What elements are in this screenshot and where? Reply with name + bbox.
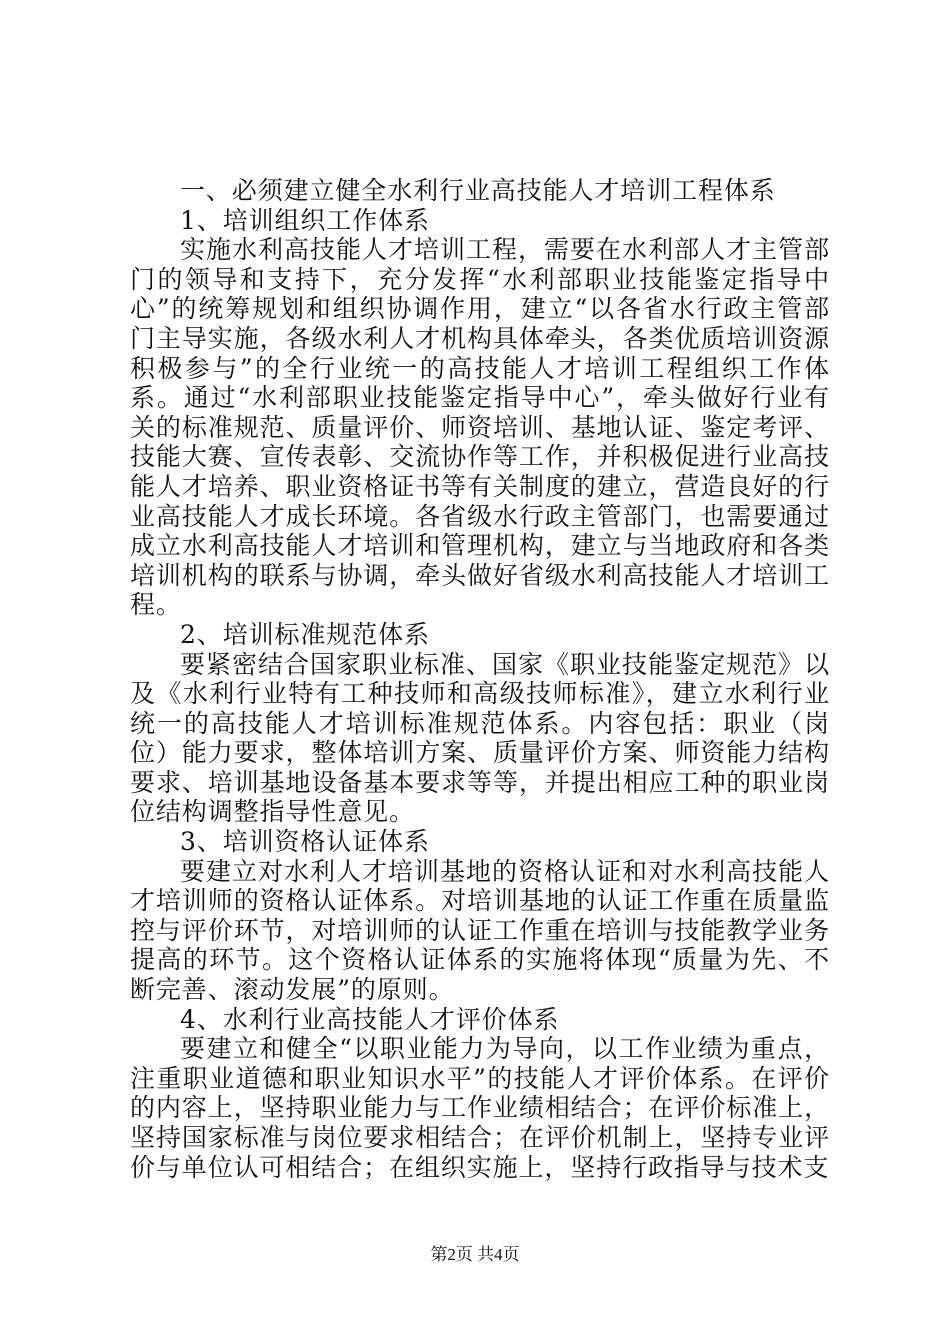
body-paragraph: 要紧密结合国家职业标准、国家《职业技能鉴定规范》以及《水利行业特有工种技师和高级技师标准》，建立水利行业统一的高技能人才培训标准规范体系。内容包括：职业（岗位）能力要求，整体培训方案、质量评价方案、师资能力结构要求、培训基地设备基本要求等等，并提出相应工种的职业岗位结构调整指导性意见。: [130, 649, 830, 827]
body-paragraph: 实施水利高技能人才培训工程，需要在水利部人才主管部门的领导和支持下，充分发挥“水利部职业技能鉴定指导中心”的统筹规划和组织协调作用，建立“以各省水行政主管部门主导实施，各级水利人才机构具体牵头，各类优质培训资源积极参与”的全行业统一的高技能人才培训工程组织工作体系。通过“水利部职业技能鉴定指导中心”，牵头做好行业有关的标准规范、质量评价、师资培训、基地认证、鉴定考评、技能大赛、宣传表彰、交流协作等工作，并积极促进行业高技能人才培养、职业资格证书等有关制度的建立，营造良好的行业高技能人才成长环境。各省级水行政主管部门，也需要通过成立水利高技能人才培训和管理机构，建立与当地政府和各类培训机构的联系与协调，牵头做好省级水利高技能人才培训工程。: [130, 235, 830, 620]
subsection-heading: 4、水利行业高技能人才评价体系: [180, 1004, 560, 1034]
page-number-footer: 第2页 共4页: [430, 1245, 520, 1264]
body-paragraph: 要建立对水利人才培训基地的资格认证和对水利高技能人才培训师的资格认证体系。对培训基地的认证工作重在质量监控与评价环节，对培训师的认证工作重在培训与技能教学业务提高的环节。这个资格认证体系的实施将体现“质量为先、不断完善、滚动发展”的原则。: [130, 856, 830, 1005]
section-heading: 一、必须建立健全水利行业高技能人才培训工程体系: [180, 176, 776, 205]
body-paragraph: 要建立和健全“以职业能力为导向，以工作业绩为重点，注重职业道德和职业知识水平”的技能人才评价体系。在评价的内容上，坚持职业能力与工作业绩相结合；在评价标准上，坚持国家标准与岗位要求相结合；在评价机制上，坚持专业评价与单位认可相结合；在组织实施上，坚持行政指导与技术支: [130, 1034, 830, 1182]
document-body: [130, 176, 830, 1182]
subsection-heading: 2、培训标准规范体系: [180, 619, 430, 649]
subsection-heading: 1、培训组织工作体系: [180, 205, 430, 235]
subsection-heading: 3、培训资格认证体系: [180, 827, 430, 857]
